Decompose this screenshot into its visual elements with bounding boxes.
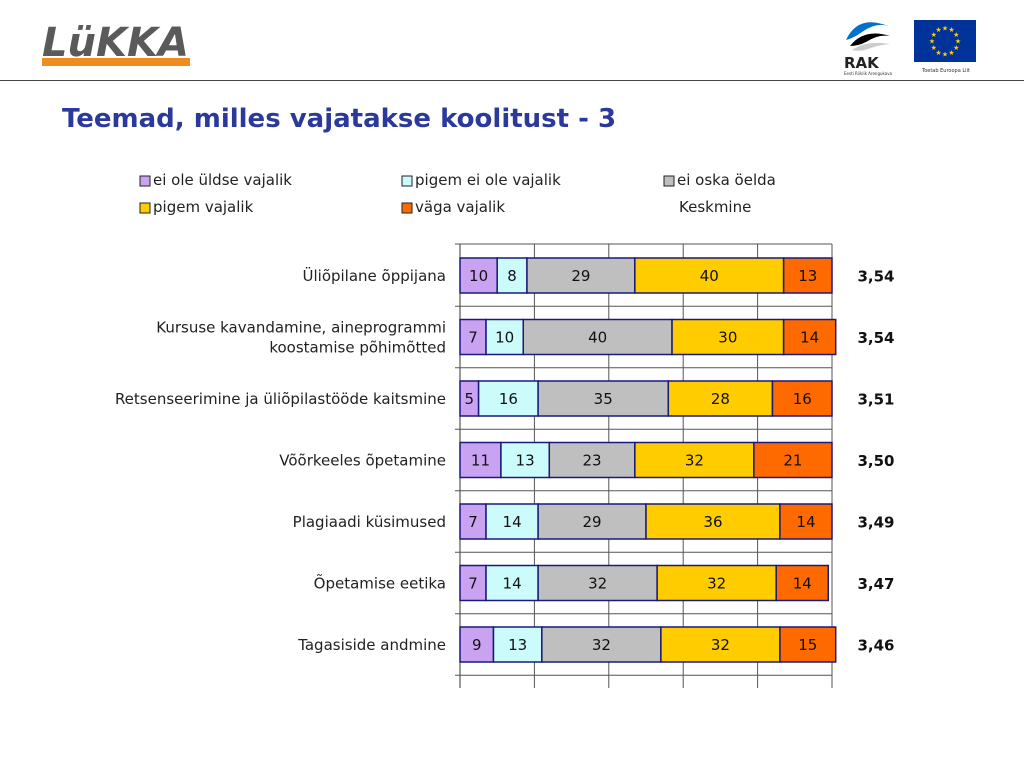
bar-value-label: 40 bbox=[588, 328, 608, 347]
bar-value-label: 16 bbox=[498, 390, 518, 408]
bar-value-label: 14 bbox=[800, 328, 820, 347]
bar-value-label: 32 bbox=[710, 636, 730, 654]
average-value: 3,47 bbox=[857, 575, 895, 593]
bar-value-label: 32 bbox=[591, 636, 611, 654]
category-label: Õpetamise eetika bbox=[313, 574, 446, 593]
legend-swatch bbox=[140, 176, 150, 186]
bar-value-label: 29 bbox=[582, 513, 602, 531]
eu-star-icon: ★ bbox=[941, 24, 949, 33]
bar-value-label: 35 bbox=[593, 390, 613, 408]
eu-star-icon: ★ bbox=[928, 37, 936, 46]
legend-swatch bbox=[402, 203, 412, 213]
average-value: 3,54 bbox=[857, 267, 895, 286]
category-label: Võõrkeeles õpetamine bbox=[279, 451, 446, 470]
bar-value-label: 10 bbox=[469, 267, 489, 285]
category-labels bbox=[115, 266, 446, 654]
bar-value-label: 15 bbox=[798, 636, 818, 654]
bar-value-label: 10 bbox=[495, 328, 515, 347]
bar-value-label: 40 bbox=[699, 267, 719, 285]
bar-value-label: 8 bbox=[507, 267, 517, 285]
eu-star-icon: ★ bbox=[930, 31, 937, 39]
chart-bars bbox=[460, 258, 836, 662]
rak-logo-text: RAK bbox=[844, 54, 879, 72]
bar-value-label: 14 bbox=[502, 574, 522, 593]
legend-label: ei ole üldse vajalik bbox=[153, 171, 292, 189]
legend-label: pigem ei ole vajalik bbox=[415, 171, 561, 189]
legend-average-label: Keskmine bbox=[679, 198, 752, 216]
average-value: 3,49 bbox=[857, 513, 895, 532]
bar-value-label: 9 bbox=[471, 636, 482, 654]
bar-value-label: 7 bbox=[468, 574, 478, 593]
average-value: 3,51 bbox=[857, 390, 895, 409]
bar-value-label: 14 bbox=[796, 513, 816, 531]
eu-logo-caption: Toetab Euroopa Liit bbox=[922, 68, 970, 74]
rak-logo-subtext: Eesti Riiklik Arengukava bbox=[844, 71, 893, 76]
chart-legend bbox=[140, 171, 776, 216]
eu-star-icon: ★ bbox=[953, 44, 960, 52]
category-label: Üliõpilane õppijana bbox=[302, 267, 446, 285]
eu-star-icon: ★ bbox=[935, 26, 942, 35]
category-label: Kursuse kavandamine, aineprogrammi bbox=[156, 318, 446, 337]
bar-value-label: 11 bbox=[470, 451, 491, 470]
eu-star-icon: ★ bbox=[954, 37, 962, 46]
category-label: Retsenseerimine ja üliõpilastööde kaitsmine bbox=[114, 390, 446, 408]
bar-value-label: 32 bbox=[707, 574, 727, 593]
bar-value-label: 7 bbox=[468, 513, 478, 531]
average-value: 3,50 bbox=[857, 452, 895, 470]
bar-value-label: 23 bbox=[582, 451, 602, 470]
bar-value-label: 13 bbox=[515, 451, 535, 470]
bar-value-label: 36 bbox=[703, 513, 723, 531]
bar-value-label: 32 bbox=[684, 451, 704, 470]
eu-star-icon: ★ bbox=[935, 48, 942, 57]
bar-value-label: 13 bbox=[508, 636, 528, 654]
bar-value-label: 7 bbox=[468, 328, 478, 347]
legend-swatch bbox=[664, 176, 674, 186]
lukka-logo-text: LüKKA bbox=[42, 20, 189, 66]
eu-star-icon: ★ bbox=[930, 44, 937, 52]
bar-value-label: 16 bbox=[792, 390, 812, 408]
bar-value-label: 28 bbox=[710, 390, 730, 408]
bar-value-label: 32 bbox=[588, 574, 608, 593]
bar-value-label: 14 bbox=[502, 513, 522, 531]
category-label: Tagasiside andmine bbox=[298, 636, 446, 654]
category-label: koostamise põhimõtted bbox=[269, 338, 446, 357]
average-labels bbox=[857, 268, 894, 655]
bar-value-label: 13 bbox=[798, 267, 818, 285]
bar-value-label: 30 bbox=[718, 328, 738, 347]
bar-value-label: 14 bbox=[792, 574, 812, 593]
eu-star-icon: ★ bbox=[948, 48, 955, 57]
legend-swatch bbox=[140, 203, 150, 213]
bar-value-label: 5 bbox=[464, 390, 475, 408]
eu-star-icon: ★ bbox=[941, 50, 949, 59]
legend-swatch bbox=[402, 176, 412, 186]
eu-star-icon: ★ bbox=[948, 26, 955, 35]
legend-label: ei oska öelda bbox=[677, 171, 776, 189]
average-value: 3,54 bbox=[857, 329, 895, 347]
average-value: 3,46 bbox=[857, 636, 895, 655]
category-label: Plagiaadi küsimused bbox=[292, 513, 446, 531]
bar-value-label: 29 bbox=[571, 267, 591, 285]
eu-star-icon: ★ bbox=[953, 31, 960, 39]
legend-label: pigem vajalik bbox=[153, 198, 254, 216]
bar-value-label: 21 bbox=[783, 451, 803, 470]
legend-label: väga vajalik bbox=[415, 198, 505, 216]
slide-title: Teemad, milles vajatakse koolitust - 3 bbox=[62, 104, 617, 134]
